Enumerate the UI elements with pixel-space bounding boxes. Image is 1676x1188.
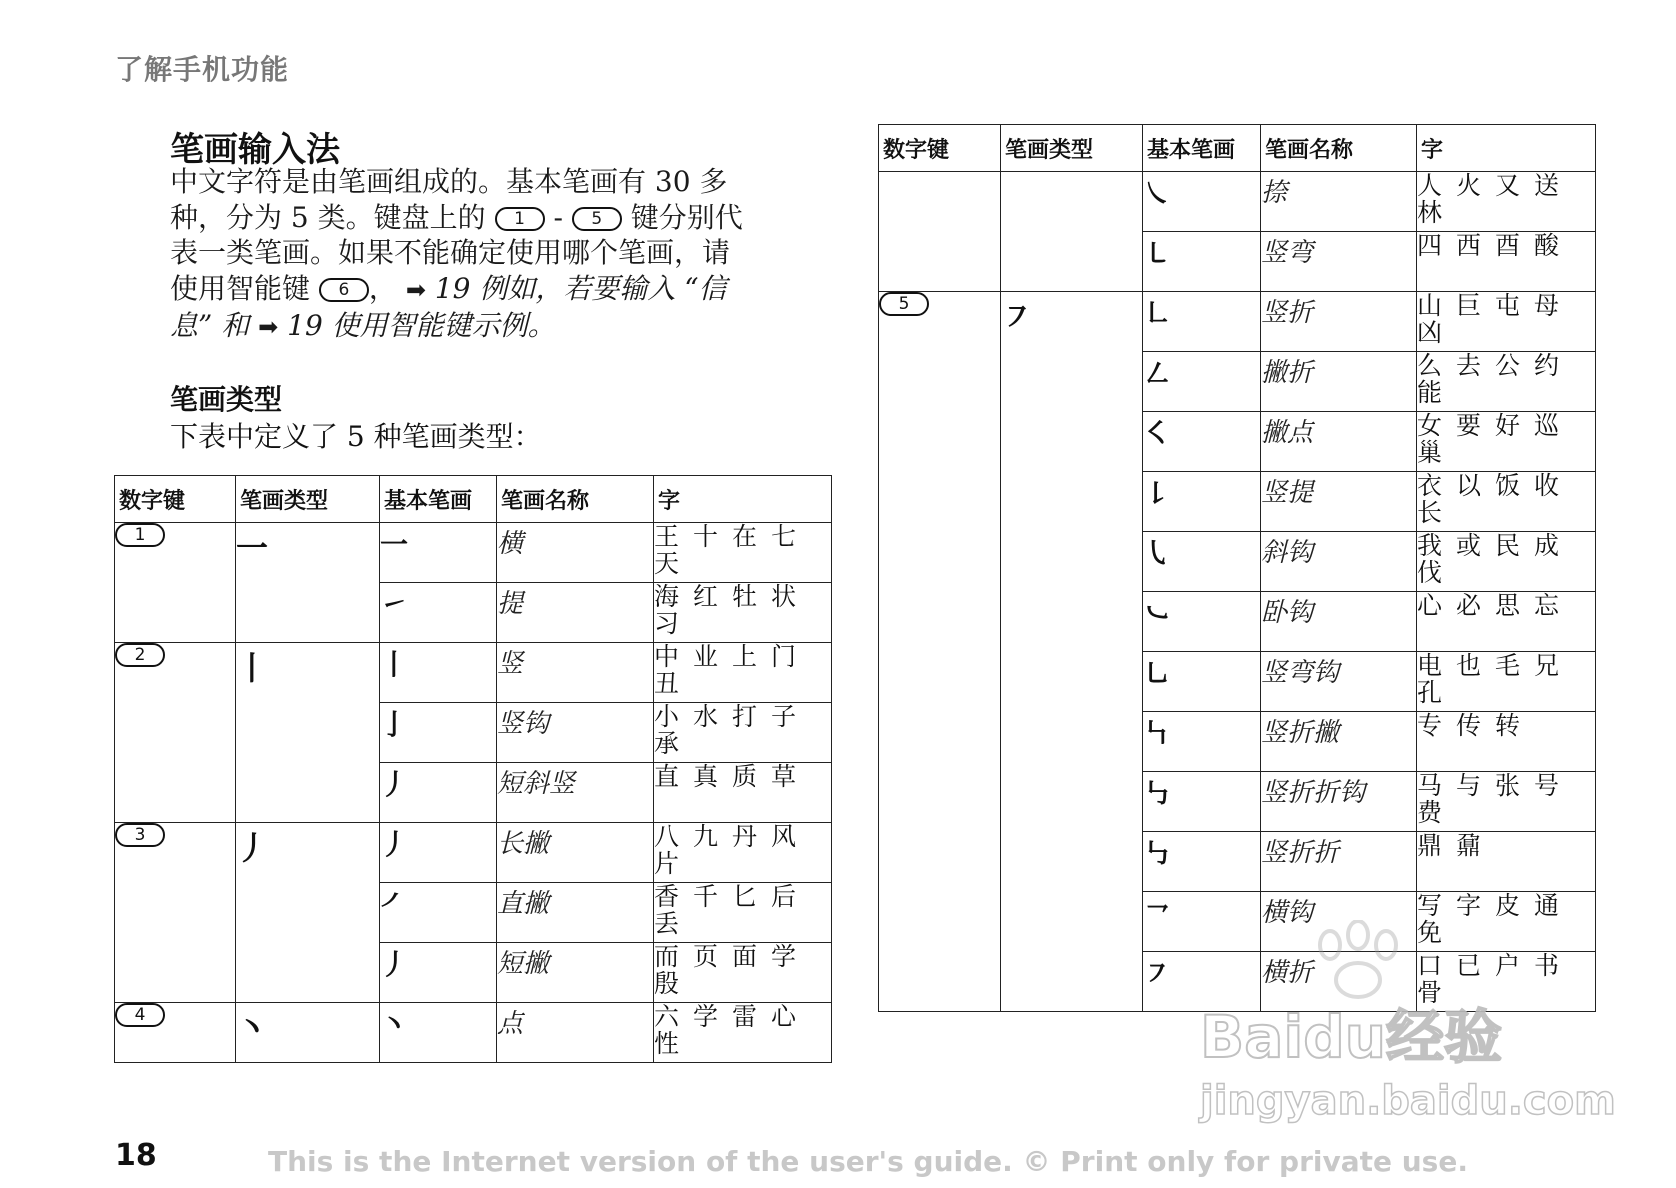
stroke-name-cell: 捺	[1261, 172, 1417, 232]
basic-stroke-cell: ㇀	[380, 583, 497, 643]
stroke-name-cell: 斜钩	[1261, 532, 1417, 592]
stroke-type-cell: ㇇	[1001, 292, 1143, 1012]
basic-stroke-cell: ㇖	[1143, 892, 1261, 952]
basic-stroke-cell: ㇏	[1143, 172, 1261, 232]
stroke-type-cell: 一	[236, 523, 380, 643]
example-chars-cell: 人火又送林	[1417, 172, 1596, 232]
table-header-row	[879, 125, 1596, 172]
basic-stroke-cell: 丿	[380, 823, 497, 883]
col-header-chars: 字	[1417, 125, 1596, 172]
table-row	[115, 1003, 832, 1063]
basic-stroke-cell: 丿	[380, 943, 497, 1003]
stroke-table-right	[878, 124, 1596, 1012]
stroke-name-cell: 长撇	[497, 823, 654, 883]
key-cell	[115, 643, 236, 823]
example-chars-cell: 直真质草	[654, 763, 832, 823]
key-5-icon: 5	[879, 292, 929, 316]
stroke-name-cell: 竖折折	[1261, 832, 1417, 892]
intro-dash: -	[553, 200, 563, 234]
example-chars-cell: 而页面学殷	[654, 943, 832, 1003]
stroke-type-cell: 丿	[236, 823, 380, 1003]
stroke-name-cell: 点	[497, 1003, 654, 1063]
stroke-name-cell: 撇折	[1261, 352, 1417, 412]
stroke-name-cell: 短斜竖	[497, 763, 654, 823]
page-title: 笔画输入法	[170, 130, 340, 170]
example-chars-cell: 四西酉酸	[1417, 232, 1596, 292]
stroke-name-cell: 短撇	[497, 943, 654, 1003]
basic-stroke-cell: 一	[380, 523, 497, 583]
basic-stroke-cell: ㇃	[1143, 592, 1261, 652]
stroke-name-cell: 竖	[497, 643, 654, 703]
table-row	[115, 643, 832, 703]
table-row	[879, 292, 1596, 352]
stroke-name-cell: 卧钩	[1261, 592, 1417, 652]
example-chars-cell: 八九丹风片	[654, 823, 832, 883]
stroke-table-left	[114, 475, 832, 1063]
key-cell	[115, 823, 236, 1003]
example-chars-cell: 马与张号费	[1417, 772, 1596, 832]
table-row	[879, 172, 1596, 232]
intro-line-2a: 种，分为 5 类。键盘上的	[170, 200, 486, 234]
watermark-url: jingyan.baidu.com	[1200, 1078, 1616, 1124]
basic-stroke-cell: ㇄	[1143, 232, 1261, 292]
key-3-icon: 3	[115, 823, 165, 847]
example-chars-cell: 香千匕后丢	[654, 883, 832, 943]
col-header-key: 数字键	[879, 125, 1001, 172]
basic-stroke-cell: 丨	[380, 643, 497, 703]
example-chars-cell: 专传转	[1417, 712, 1596, 772]
stroke-name-cell: 竖折折钩	[1261, 772, 1417, 832]
basic-stroke-cell: ㇜	[1143, 352, 1261, 412]
example-chars-cell: 写字皮通免	[1417, 892, 1596, 952]
basic-stroke-cell: ㇟	[1143, 652, 1261, 712]
stroke-name-cell: 提	[497, 583, 654, 643]
example-chars-cell: 中业上门丑	[654, 643, 832, 703]
col-header-key: 数字键	[115, 476, 236, 523]
col-header-chars: 字	[654, 476, 832, 523]
intro-line-3: 表一类笔画。如果不能确定使用哪个笔画，请	[170, 236, 731, 269]
stroke-name-cell: 竖折撇	[1261, 712, 1417, 772]
stroke-name-cell: 竖弯	[1261, 232, 1417, 292]
intro-link-1[interactable]: 19 例如，若要输入 “信	[434, 271, 727, 305]
footer-notice: This is the Internet version of the user's guide. © Print only for private use.	[268, 1145, 1468, 1178]
stroke-name-cell: 横折	[1261, 952, 1417, 1012]
intro-paragraph	[170, 164, 820, 346]
table-header-row	[115, 476, 832, 523]
stroke-name-cell: 横	[497, 523, 654, 583]
intro-line-4a: 使用智能键	[170, 271, 311, 305]
example-chars-cell: 么去公约能	[1417, 352, 1596, 412]
example-chars-cell: 山巨屯母凶	[1417, 292, 1596, 352]
basic-stroke-cell: ㇒	[380, 883, 497, 943]
table-row	[115, 523, 832, 583]
col-header-name: 笔画名称	[1261, 125, 1417, 172]
page-number: 18	[115, 1138, 157, 1173]
key-cell	[879, 172, 1001, 292]
key-1-icon: 1	[115, 523, 165, 547]
section-header: 了解手机功能	[115, 53, 290, 86]
example-chars-cell: 心必思忘	[1417, 592, 1596, 652]
basic-stroke-cell: ㇉	[1143, 772, 1261, 832]
basic-stroke-cell: ㇗	[1143, 292, 1261, 352]
basic-stroke-cell: ㇛	[1143, 412, 1261, 472]
stroke-name-cell: 撇点	[1261, 412, 1417, 472]
key-5-icon: 5	[572, 207, 622, 231]
arrow-right-icon: ➡	[405, 275, 426, 304]
intro-comma: ，	[368, 271, 397, 305]
stroke-type-cell: 丨	[236, 643, 380, 823]
stroke-name-cell: 竖钩	[497, 703, 654, 763]
stroke-name-cell: 竖提	[1261, 472, 1417, 532]
key-cell	[879, 292, 1001, 1012]
basic-stroke-cell: 丿	[380, 763, 497, 823]
key-1-icon: 1	[495, 207, 545, 231]
basic-stroke-cell: 亅	[380, 703, 497, 763]
subsection-text: 下表中定义了 5 种笔画类型：	[170, 420, 542, 453]
basic-stroke-cell: ㇙	[1143, 472, 1261, 532]
table-row	[115, 823, 832, 883]
subsection-title: 笔画类型	[170, 383, 283, 416]
basic-stroke-cell: ㇂	[1143, 532, 1261, 592]
key-cell	[115, 523, 236, 643]
watermark-brand: Baidu经验	[1200, 1003, 1503, 1071]
example-chars-cell: 海红牡状习	[654, 583, 832, 643]
example-chars-cell: 王十在七天	[654, 523, 832, 583]
key-2-icon: 2	[115, 643, 165, 667]
key-4-icon: 4	[115, 1003, 165, 1027]
paw-logo-icon	[1300, 920, 1420, 1000]
basic-stroke-cell: ㇇	[1143, 952, 1261, 1012]
example-chars-cell: 六学雷心性	[654, 1003, 832, 1063]
intro-line-2b: 键分别代	[630, 200, 743, 234]
col-header-type: 笔画类型	[1001, 125, 1143, 172]
example-chars-cell: 衣以饭收长	[1417, 472, 1596, 532]
basic-stroke-cell: ㇞	[1143, 712, 1261, 772]
stroke-name-cell: 竖弯钩	[1261, 652, 1417, 712]
col-header-type: 笔画类型	[236, 476, 380, 523]
stroke-type-cell	[1001, 172, 1143, 292]
example-chars-cell: 小水打子承	[654, 703, 832, 763]
stroke-type-cell: 丶	[236, 1003, 380, 1063]
stroke-name-cell: 横钩	[1261, 892, 1417, 952]
intro-line-5a: 息” 和	[170, 309, 250, 342]
example-chars-cell: 电也毛兄孔	[1417, 652, 1596, 712]
intro-link-2[interactable]: 19 使用智能键示例。	[287, 309, 556, 342]
basic-stroke-cell: ㇉	[1143, 832, 1261, 892]
example-chars-cell: 口已户书骨	[1417, 952, 1596, 1012]
example-chars-cell: 女要好巡巢	[1417, 412, 1596, 472]
col-header-name: 笔画名称	[497, 476, 654, 523]
stroke-name-cell: 竖折	[1261, 292, 1417, 352]
stroke-name-cell: 直撇	[497, 883, 654, 943]
example-chars-cell: 鼎鼐	[1417, 832, 1596, 892]
example-chars-cell: 我或民成伐	[1417, 532, 1596, 592]
basic-stroke-cell: 丶	[380, 1003, 497, 1063]
key-cell	[115, 1003, 236, 1063]
col-header-basic: 基本笔画	[380, 476, 497, 523]
arrow-right-icon: ➡	[258, 313, 279, 341]
intro-line-1: 中文字符是由笔画组成的。基本笔画有 30 多	[170, 165, 728, 198]
col-header-basic: 基本笔画	[1143, 125, 1261, 172]
key-6-icon: 6	[319, 278, 369, 302]
